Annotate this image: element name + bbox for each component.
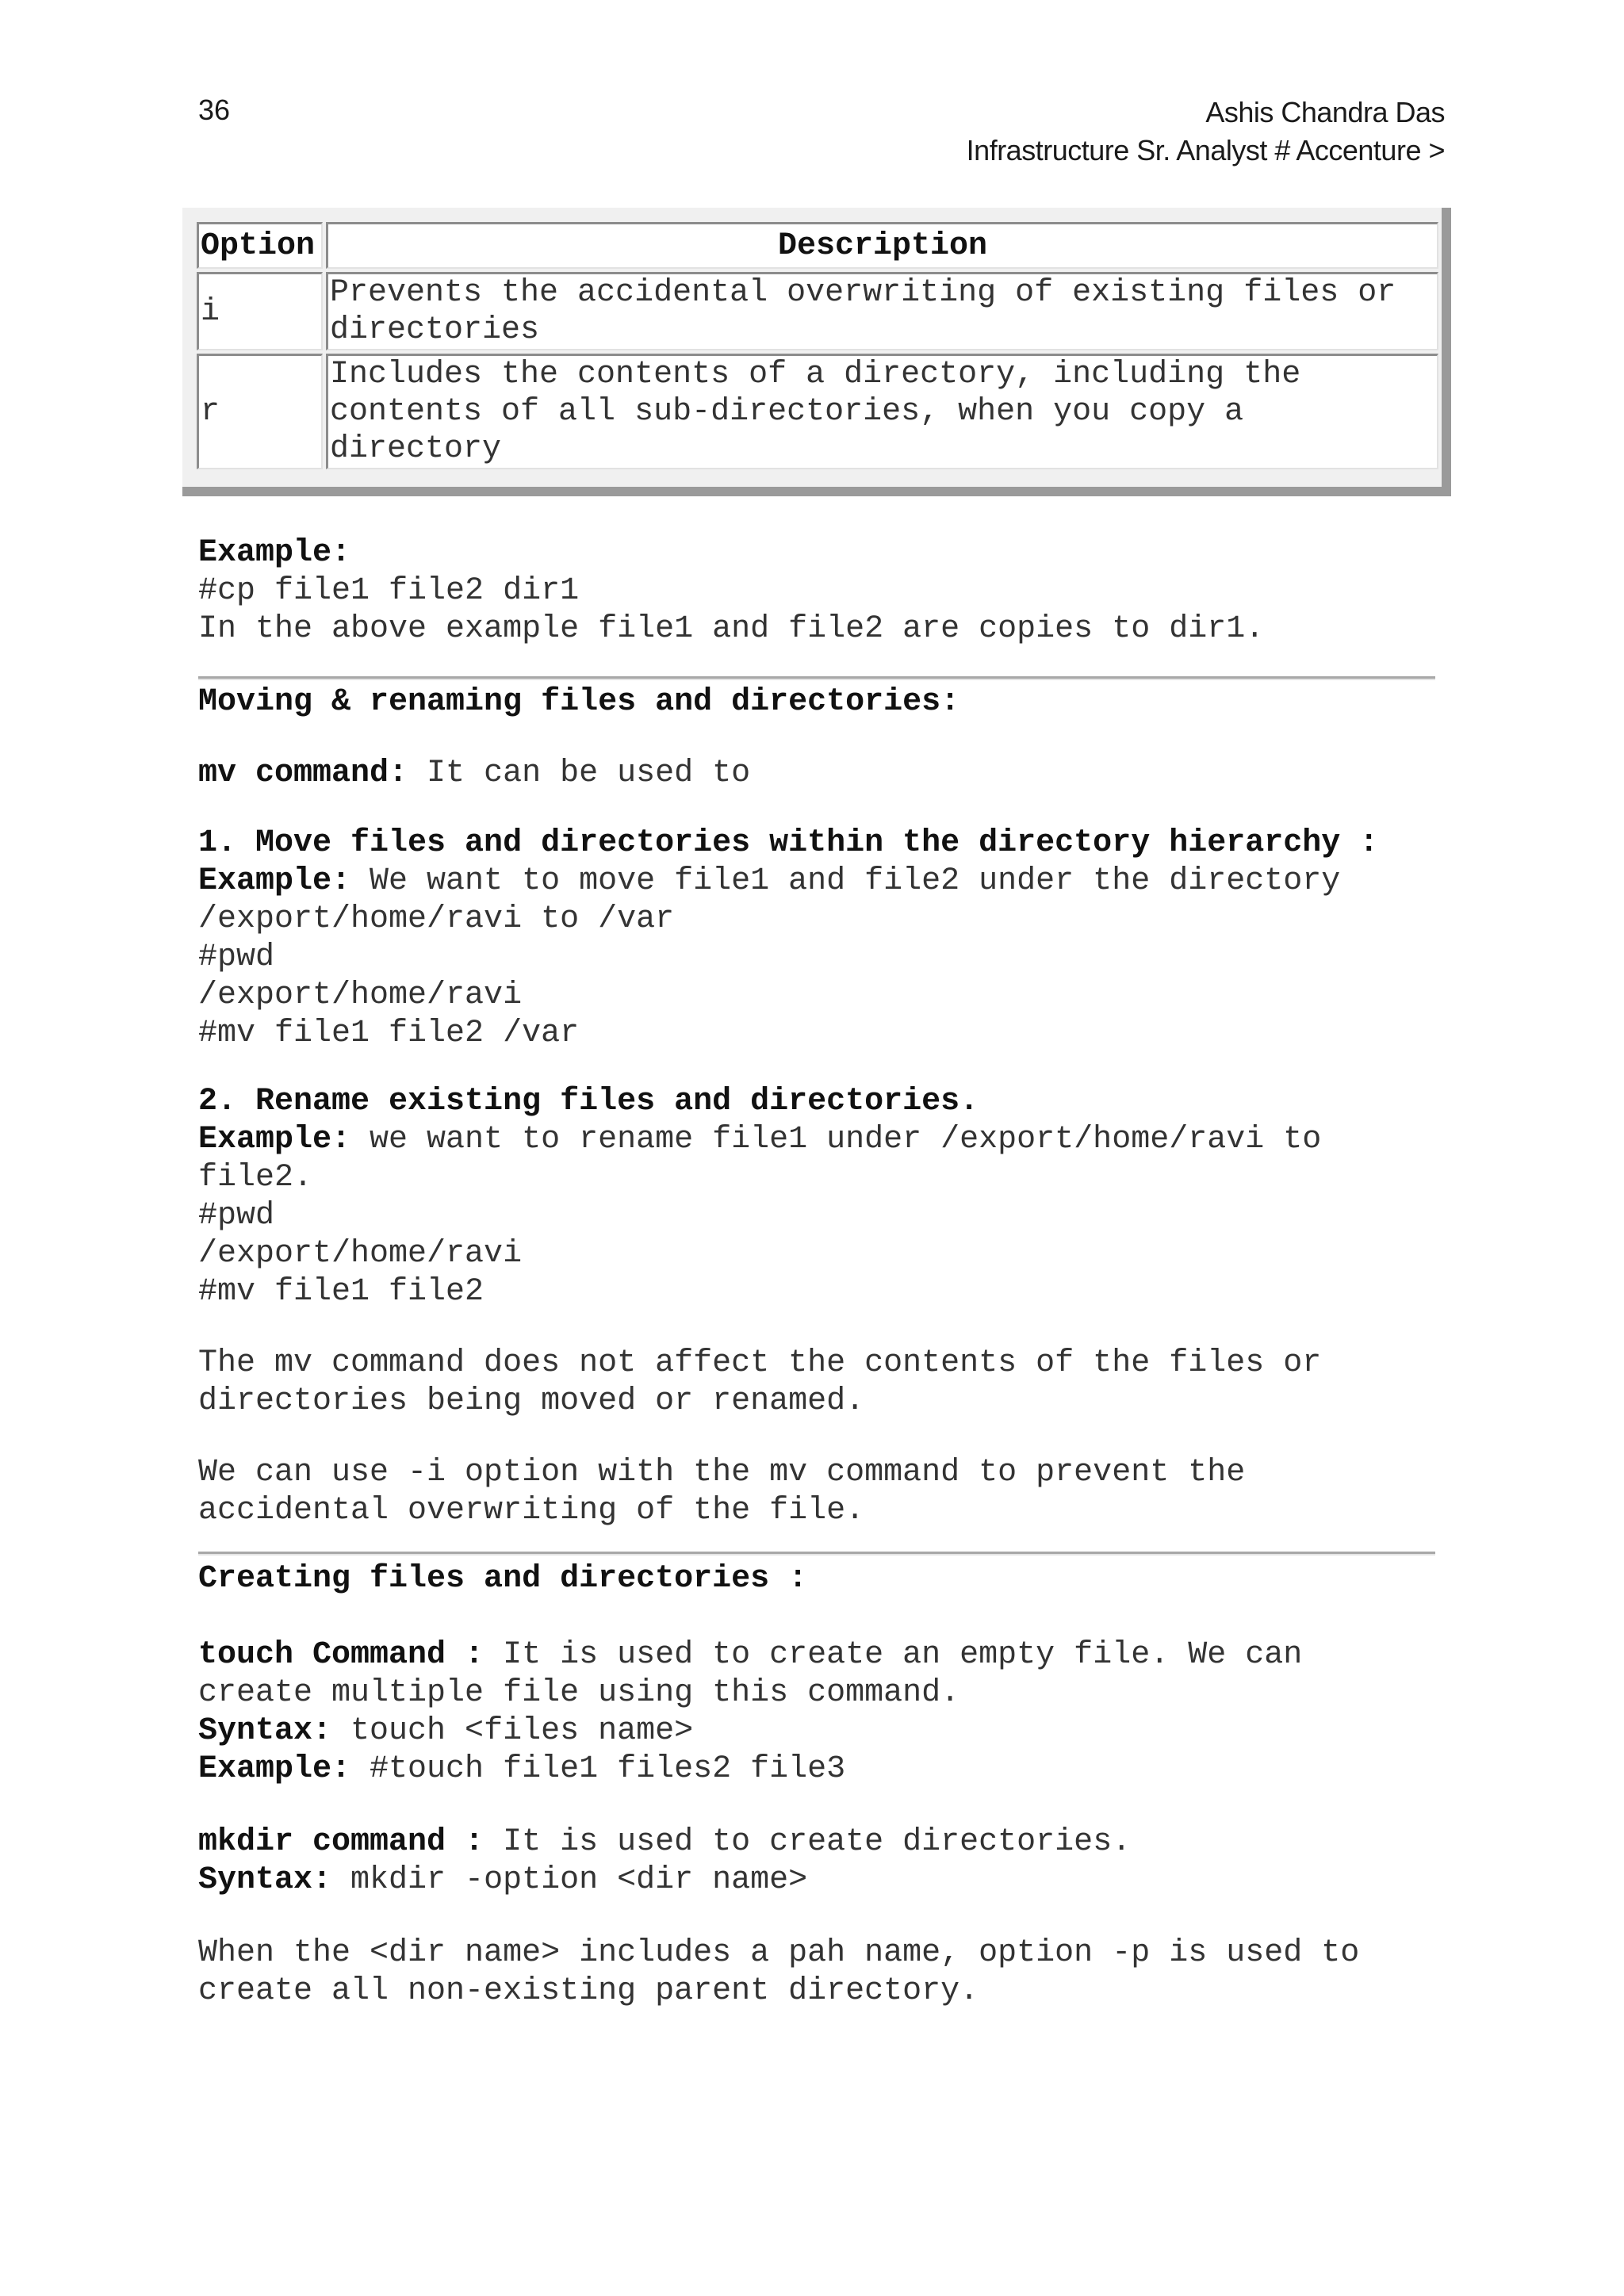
touch-command-block xyxy=(198,1636,1302,1789)
touch-syntax-text: touch <files name> xyxy=(331,1713,694,1749)
move-example-text: We want to move file1 and file2 under the directory xyxy=(350,863,1341,899)
mv-note-1 xyxy=(198,1345,1321,1421)
touch-example-label: Example: xyxy=(198,1751,351,1787)
mv-command-label: mv command: xyxy=(198,756,408,791)
creating-section-heading: Creating files and directories : xyxy=(198,1561,808,1597)
table-row xyxy=(197,354,1438,469)
mv-note-line: directories being moved or renamed. xyxy=(198,1383,865,1419)
table-cell-option: i xyxy=(197,272,323,350)
mkdir-command-label: mkdir command : xyxy=(198,1824,485,1860)
rename-example-text: we want to rename file1 under /export/home/ravi to xyxy=(350,1122,1322,1158)
description-line: Prevents the accidental overwriting of existing files or xyxy=(330,275,1396,311)
rename-example-label: Example: xyxy=(198,1122,351,1158)
move-example-line: /export/home/ravi to /var xyxy=(198,901,675,937)
mkdir-command-text: It is used to create directories. xyxy=(484,1824,1132,1860)
description-line: contents of all sub-directories, when you copy a xyxy=(330,394,1244,430)
description-line: Includes the contents of a directory, including the xyxy=(330,357,1301,392)
rename-example-line: /export/home/ravi xyxy=(198,1236,523,1272)
cp-example-explanation: In the above example file1 and file2 are copies to dir1. xyxy=(198,611,1265,647)
mkdir-syntax-text: mkdir -option <dir name> xyxy=(331,1862,808,1898)
mkdir-note xyxy=(198,1934,1359,2011)
description-line: directory xyxy=(330,431,502,467)
rename-example-line: #pwd xyxy=(198,1198,275,1234)
options-table-frame xyxy=(182,208,1451,496)
cp-example-label: Example: xyxy=(198,535,351,571)
mkdir-note-line: When the <dir name> includes a pah name, option -p is used to xyxy=(198,1935,1360,1971)
table-cell-description xyxy=(326,354,1438,469)
rename-example-line: file2. xyxy=(198,1160,313,1196)
creating-section-heading-block xyxy=(198,1560,807,1598)
touch-command-label: touch Command : xyxy=(198,1637,485,1673)
table-cell-description xyxy=(326,272,1438,350)
move-item-block xyxy=(198,825,1378,1053)
move-example-line: #pwd xyxy=(198,939,275,975)
header-author: Ashis Chandra Das xyxy=(1205,96,1445,128)
rename-example-line: #mv file1 file2 xyxy=(198,1274,485,1310)
table-header-description: Description xyxy=(326,222,1438,269)
mv-note-line: We can use -i option with the mv command to prevent the xyxy=(198,1455,1246,1490)
move-item-heading: 1. Move files and directories within the directory hierarchy : xyxy=(198,825,1379,861)
touch-syntax-label: Syntax: xyxy=(198,1713,332,1749)
cp-example-command: #cp file1 file2 dir1 xyxy=(198,573,580,609)
rename-item-heading: 2. Rename existing files and directories. xyxy=(198,1084,979,1119)
moving-section-heading: Moving & renaming files and directories: xyxy=(198,684,960,720)
move-example-line: /export/home/ravi xyxy=(198,978,523,1013)
touch-command-line2: create multiple file using this command. xyxy=(198,1675,960,1711)
table-header-option: Option xyxy=(197,222,323,269)
section-divider xyxy=(198,676,1435,680)
table-header-row xyxy=(197,222,1438,269)
cp-example-block xyxy=(198,534,1264,649)
mkdir-syntax-label: Syntax: xyxy=(198,1862,332,1898)
table-row xyxy=(197,272,1438,350)
touch-example-text: #touch file1 files2 file3 xyxy=(350,1751,846,1787)
rename-item-block xyxy=(198,1083,1321,1311)
mv-note-line: accidental overwriting of the file. xyxy=(198,1493,865,1529)
page-number: 36 xyxy=(198,94,231,126)
mv-note-2 xyxy=(198,1454,1245,1530)
description-line: directories xyxy=(330,312,540,348)
table-cell-option: r xyxy=(197,354,323,469)
mv-note-line: The mv command does not affect the contents of the files or xyxy=(198,1345,1322,1381)
move-example-label: Example: xyxy=(198,863,351,899)
mkdir-command-block xyxy=(198,1823,1131,1900)
touch-command-text: It is used to create an empty file. We can xyxy=(484,1637,1303,1673)
options-table xyxy=(193,219,1442,473)
section-divider xyxy=(198,1552,1435,1556)
mkdir-note-line: create all non-existing parent directory. xyxy=(198,1973,979,2009)
running-header xyxy=(967,94,1445,170)
moving-section-heading-block xyxy=(198,683,959,721)
header-affiliation: Infrastructure Sr. Analyst # Accenture > xyxy=(966,134,1445,166)
mv-command-text: It can be used to xyxy=(408,756,751,791)
mv-command-intro xyxy=(198,755,750,793)
move-example-line: #mv file1 file2 /var xyxy=(198,1016,580,1051)
